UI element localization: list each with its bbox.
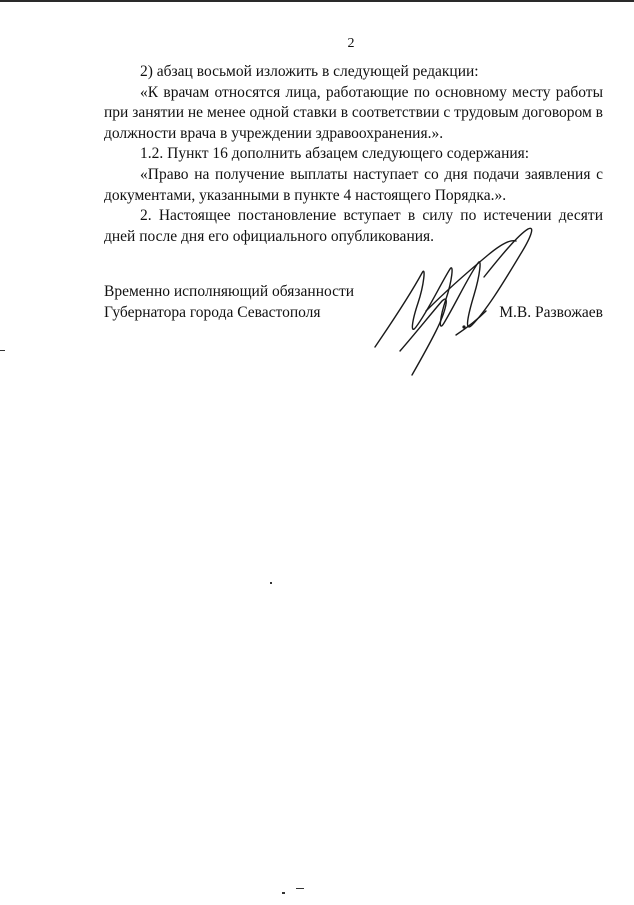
- signer-name: М.В. Развожаев: [499, 303, 603, 321]
- paragraph-doctors-definition: «К врачам относятся лица, работающие по основному месту работы при занятии не менее одной ставки в соответствии с трудовым договором в должности врача в учреждении здравоохранения.».: [104, 83, 603, 142]
- scan-speck: [282, 892, 285, 894]
- signer-title-line2: Губернатора города Севастополя: [104, 303, 321, 321]
- scan-speck: [0, 350, 5, 351]
- paragraph-item-1-2: 1.2. Пункт 16 дополнить абзацем следующего содержания:: [140, 145, 530, 163]
- scan-speck: [270, 582, 272, 584]
- paragraph-payment-right: «Право на получение выплаты наступает со дня подачи заявления с документами, указанными в пункте 4 настоящего Порядка.».: [104, 165, 603, 204]
- paragraph-entry-into-force: 2. Настоящее постановление вступает в силу по истечении десяти дней после дня его официального опубликования.: [104, 207, 603, 245]
- scan-top-edge: [0, 0, 634, 2]
- handwritten-signature: [360, 215, 550, 385]
- scan-speck: [296, 888, 304, 889]
- paragraph-amendment-2: 2) абзац восьмой изложить в следующей редакции:: [140, 63, 479, 80]
- signer-title-line1: Временно исполняющий обязанности: [104, 283, 355, 300]
- page-number: 2: [347, 36, 355, 51]
